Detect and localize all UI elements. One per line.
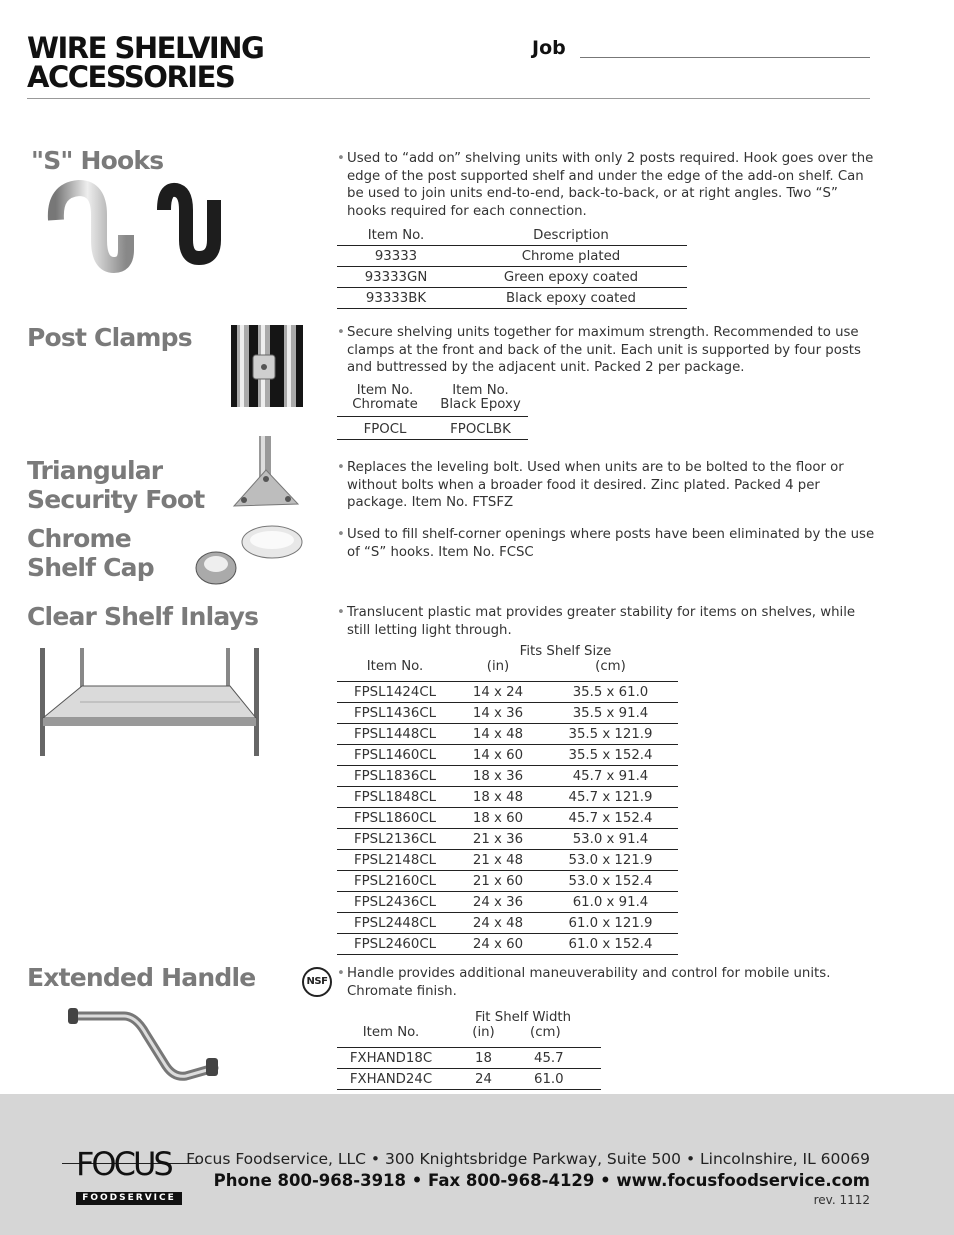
extended-handle-title: Extended Handle bbox=[27, 963, 256, 992]
job-label: Job bbox=[532, 37, 566, 59]
footer-address: Focus Foodservice, LLC • 300 Knightsbridge Parkway, Suite 500 • Lincolnshire, IL 60069 bbox=[186, 1150, 870, 1168]
header-in: (in) bbox=[486, 659, 510, 674]
bullet-mark: • bbox=[337, 527, 345, 542]
bullet-mark: • bbox=[337, 605, 345, 620]
post-clamps-description: • Secure shelving units together for maximum strength. Recommended to use clamps at the front and back of the unit. Each unit is supported by four posts and buttressed by the adjacent unit. Packed 2 per package. bbox=[337, 325, 861, 375]
footer-revision: rev. 1112 bbox=[813, 1193, 870, 1207]
shelf-cap-description: • Used to fill shelf-corner openings where posts have been eliminated by the use of “S” hooks. Item No. FCSC bbox=[337, 527, 875, 560]
table-row: FPSL2436CL 24 x 36 61.0 x 91.4 bbox=[337, 892, 678, 913]
table-row: FXHAND18C 18 45.7 bbox=[337, 1048, 601, 1069]
bullet-mark: • bbox=[337, 325, 345, 340]
security-foot-image bbox=[230, 434, 302, 514]
footer-contact[interactable]: Phone 800-968-3918 • Fax 800-968-4129 • www.focusfoodservice.com bbox=[213, 1171, 870, 1190]
post-clamps-table bbox=[337, 384, 528, 440]
post-clamps-image bbox=[231, 325, 303, 407]
table-row: FPSL1448CL 14 x 48 35.5 x 121.9 bbox=[337, 724, 678, 745]
table-row: 93333BK Black epoxy coated bbox=[337, 288, 687, 309]
page-title bbox=[27, 31, 264, 94]
header-description: Description bbox=[455, 225, 687, 246]
table-row: FPSL2136CL 21 x 36 53.0 x 91.4 bbox=[337, 829, 678, 850]
bullet-mark: • bbox=[337, 460, 345, 475]
table-row: FPOCL FPOCLBK bbox=[337, 417, 528, 440]
table-row: FPSL1848CL 18 x 48 45.7 x 121.9 bbox=[337, 787, 678, 808]
fit-shelf-width-header: Fit Shelf Width bbox=[474, 1010, 572, 1025]
fits-shelf-size-header: Fits Shelf Size bbox=[519, 644, 612, 659]
logo-text: FOCUS bbox=[76, 1145, 171, 1183]
s-hooks-description: • Used to “add on” shelving units with only 2 posts required. Hook goes over the edge of the post supported shelf and under the edge of the add-on shelf. Can be used to join units end-to-end, back-to-back, or at right angles. Two “S” hooks required for each connection. bbox=[337, 151, 874, 219]
table-row: FPSL2148CL 21 x 48 53.0 x 121.9 bbox=[337, 850, 678, 871]
table-row: FPSL2448CL 24 x 48 61.0 x 121.9 bbox=[337, 913, 678, 934]
shelf-inlays-description: • Translucent plastic mat provides greater stability for items on shelves, while still letting light through. bbox=[337, 605, 856, 638]
shelf-cap-image bbox=[192, 522, 306, 590]
table-row: FPSL2460CL 24 x 60 61.0 x 152.4 bbox=[337, 934, 678, 955]
title-line-1: WIRE SHELVING bbox=[27, 31, 264, 65]
s-hooks-title: "S" Hooks bbox=[31, 146, 164, 175]
shelf-inlays-image bbox=[40, 648, 262, 758]
shelf-inlays-title: Clear Shelf Inlays bbox=[27, 602, 259, 631]
security-foot-description: • Replaces the leveling bolt. Used when units are to be bolted to the floor or without bolts when a broader food it desired. Zinc plated. Packed 4 per package. Item No. FTSFZ bbox=[337, 460, 844, 510]
header-cm: (cm) bbox=[530, 1025, 561, 1040]
table-row: 93333GN Green epoxy coated bbox=[337, 267, 687, 288]
header-item-no: Item No. bbox=[366, 659, 424, 674]
table-row: FPSL2160CL 21 x 60 53.0 x 152.4 bbox=[337, 871, 678, 892]
shelf-inlays-rows bbox=[337, 682, 678, 955]
title-line-2: ACCESSORIES bbox=[27, 60, 235, 94]
focus-logo bbox=[62, 1140, 202, 1210]
bullet-mark: • bbox=[337, 151, 345, 166]
extended-handle-description: • Handle provides additional maneuverability and control for mobile units. Chromate finish. bbox=[337, 966, 831, 999]
logo-subtext: FOODSERVICE bbox=[76, 1192, 182, 1205]
job-field-line[interactable] bbox=[580, 57, 870, 58]
extended-handle-image bbox=[66, 1004, 226, 1090]
header-item-no-black-epoxy: Item No. Black Epoxy bbox=[440, 383, 521, 412]
table-row: FPSL1860CL 18 x 60 45.7 x 152.4 bbox=[337, 808, 678, 829]
shelf-cap-title: Chrome Shelf Cap bbox=[27, 524, 154, 582]
table-row: FPSL1424CL 14 x 24 35.5 x 61.0 bbox=[337, 682, 678, 703]
nsf-icon: NSF bbox=[302, 967, 332, 997]
header-item-no: Item No. bbox=[362, 1025, 420, 1040]
header-item-no-chromate: Item No. Chromate bbox=[352, 383, 418, 412]
s-hooks-image bbox=[44, 180, 234, 280]
table-row: FXHAND24C 24 61.0 bbox=[337, 1069, 601, 1090]
table-row: 93333 Chrome plated bbox=[337, 246, 687, 267]
header-cm: (cm) bbox=[595, 659, 626, 674]
s-hooks-table bbox=[337, 225, 687, 309]
table-row: FPSL1436CL 14 x 36 35.5 x 91.4 bbox=[337, 703, 678, 724]
header-in: (in) bbox=[472, 1025, 495, 1040]
shelf-inlays-table bbox=[337, 645, 678, 955]
extended-handle-table bbox=[337, 1011, 601, 1090]
table-row: FPSL1460CL 14 x 60 35.5 x 152.4 bbox=[337, 745, 678, 766]
security-foot-title: Triangular Security Foot bbox=[27, 456, 205, 514]
header-divider bbox=[27, 98, 870, 99]
bullet-mark: • bbox=[337, 966, 345, 981]
table-row: FPSL1836CL 18 x 36 45.7 x 91.4 bbox=[337, 766, 678, 787]
header-item-no: Item No. bbox=[337, 225, 455, 246]
post-clamps-title: Post Clamps bbox=[27, 323, 192, 352]
